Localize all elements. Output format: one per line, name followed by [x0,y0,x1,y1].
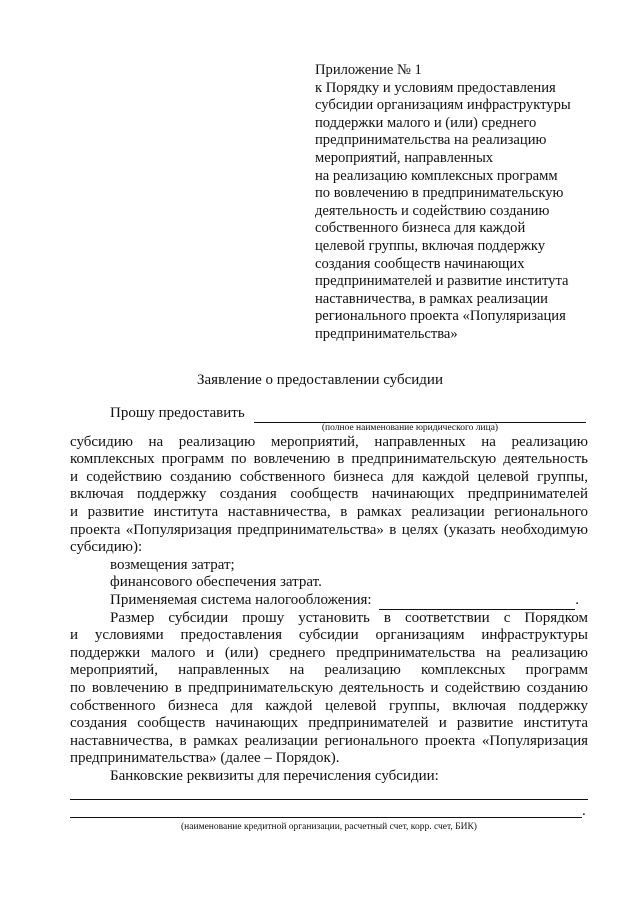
bank-details-row-1 [70,785,588,803]
amount-line: создания сообществ начинающих предпринимателей и развитие института [70,715,588,732]
purpose-line: и развитие института наставничества, в рамках реализации регионального [70,503,588,520]
purpose-line: субсидию на реализацию мероприятий, направленных на реализацию [70,433,588,450]
appendix-line: предпринимательства» [315,325,458,342]
appendix-line: Приложение № 1 [315,62,422,78]
request-label: Прошу предоставить [110,405,245,421]
amount-line: поддержки малого и (или) среднего предпринимательства на реализацию [70,644,588,661]
application-body [70,405,588,833]
appendix-line: деятельность и содействию созданию [315,202,550,219]
request-row [70,405,588,423]
appendix-line: регионального проекта «Популяризация [315,308,566,325]
appendix-line: субсидии организациям инфраструктуры [315,97,571,114]
option-financing[interactable]: финансового обеспечения затрат. [110,574,322,591]
purpose-line: проекта «Популяризация предпринимательства» в целях (указать необходимую [70,521,588,538]
legal-entity-caption: (полное наименование юридического лица) [321,422,499,433]
bank-caption: (наименование кредитной организации, расчетный счет, корр. счет, БИК) [181,822,477,833]
bank-period: . [582,803,586,820]
appendix-line: целевой группы, включая поддержку [315,237,546,254]
option-reimbursement[interactable]: возмещения затрат; [110,556,235,573]
appendix-line: поддержки малого и (или) среднего [315,114,537,131]
amount-line: собственного бизнеса для каждой целевой группы, включая поддержку [70,697,588,714]
bank-details-field-2[interactable] [70,803,582,818]
appendix-line: мероприятий, направленных [315,149,494,166]
amount-line: по вовлечению в предпринимательскую деятельность и содействию созданию [70,679,588,696]
amount-line: наставничества, в рамках реализации регионального проекта «Популяризация [70,732,588,749]
purpose-line: включая поддержку создания сообществ начинающих предпринимателей [70,486,588,503]
appendix-line: наставничества, в рамках реализации [315,290,548,307]
tax-row [70,592,588,610]
tax-system-field[interactable] [379,594,575,610]
appendix-line: к Порядку и условиям предоставления [315,79,556,96]
appendix-line: по вовлечению в предпринимательскую [315,185,564,202]
purpose-line: и содействию созданию собственного бизнеса для каждой целевой группы, [70,468,588,485]
purpose-line: комплексных программ по вовлечению в предпринимательскую деятельность [70,451,588,468]
appendix-line: собственного бизнеса для каждой [315,220,526,237]
bank-details-row-2 [70,803,588,821]
appendix-line: предпринимательства на реализацию [315,132,547,149]
amount-line: предпринимательства» (далее – Порядок). [70,750,340,767]
legal-entity-name-field[interactable] [254,407,586,423]
appendix-header [315,62,615,344]
amount-line: Размер субсидии прошу установить в соответствии с Порядком [110,609,588,626]
appendix-line: на реализацию комплексных программ [315,167,558,184]
bank-label: Банковские реквизиты для перечисления субсидии: [110,767,439,784]
appendix-line: предпринимателей и развитие института [315,273,569,290]
bank-details-field-1[interactable] [70,785,588,800]
tax-label: Применяемая система налогообложения: [110,591,372,608]
appendix-line: создания сообществ начинающих [315,255,525,272]
amount-line: и условиями предоставления субсидии организациям инфраструктуры [70,627,588,644]
amount-line: мероприятий, направленных на реализацию комплексных программ [70,662,588,679]
tax-period: . [575,591,580,608]
document-title: Заявление о предоставлении субсидии [197,372,443,388]
purpose-line: субсидию): [70,539,143,556]
